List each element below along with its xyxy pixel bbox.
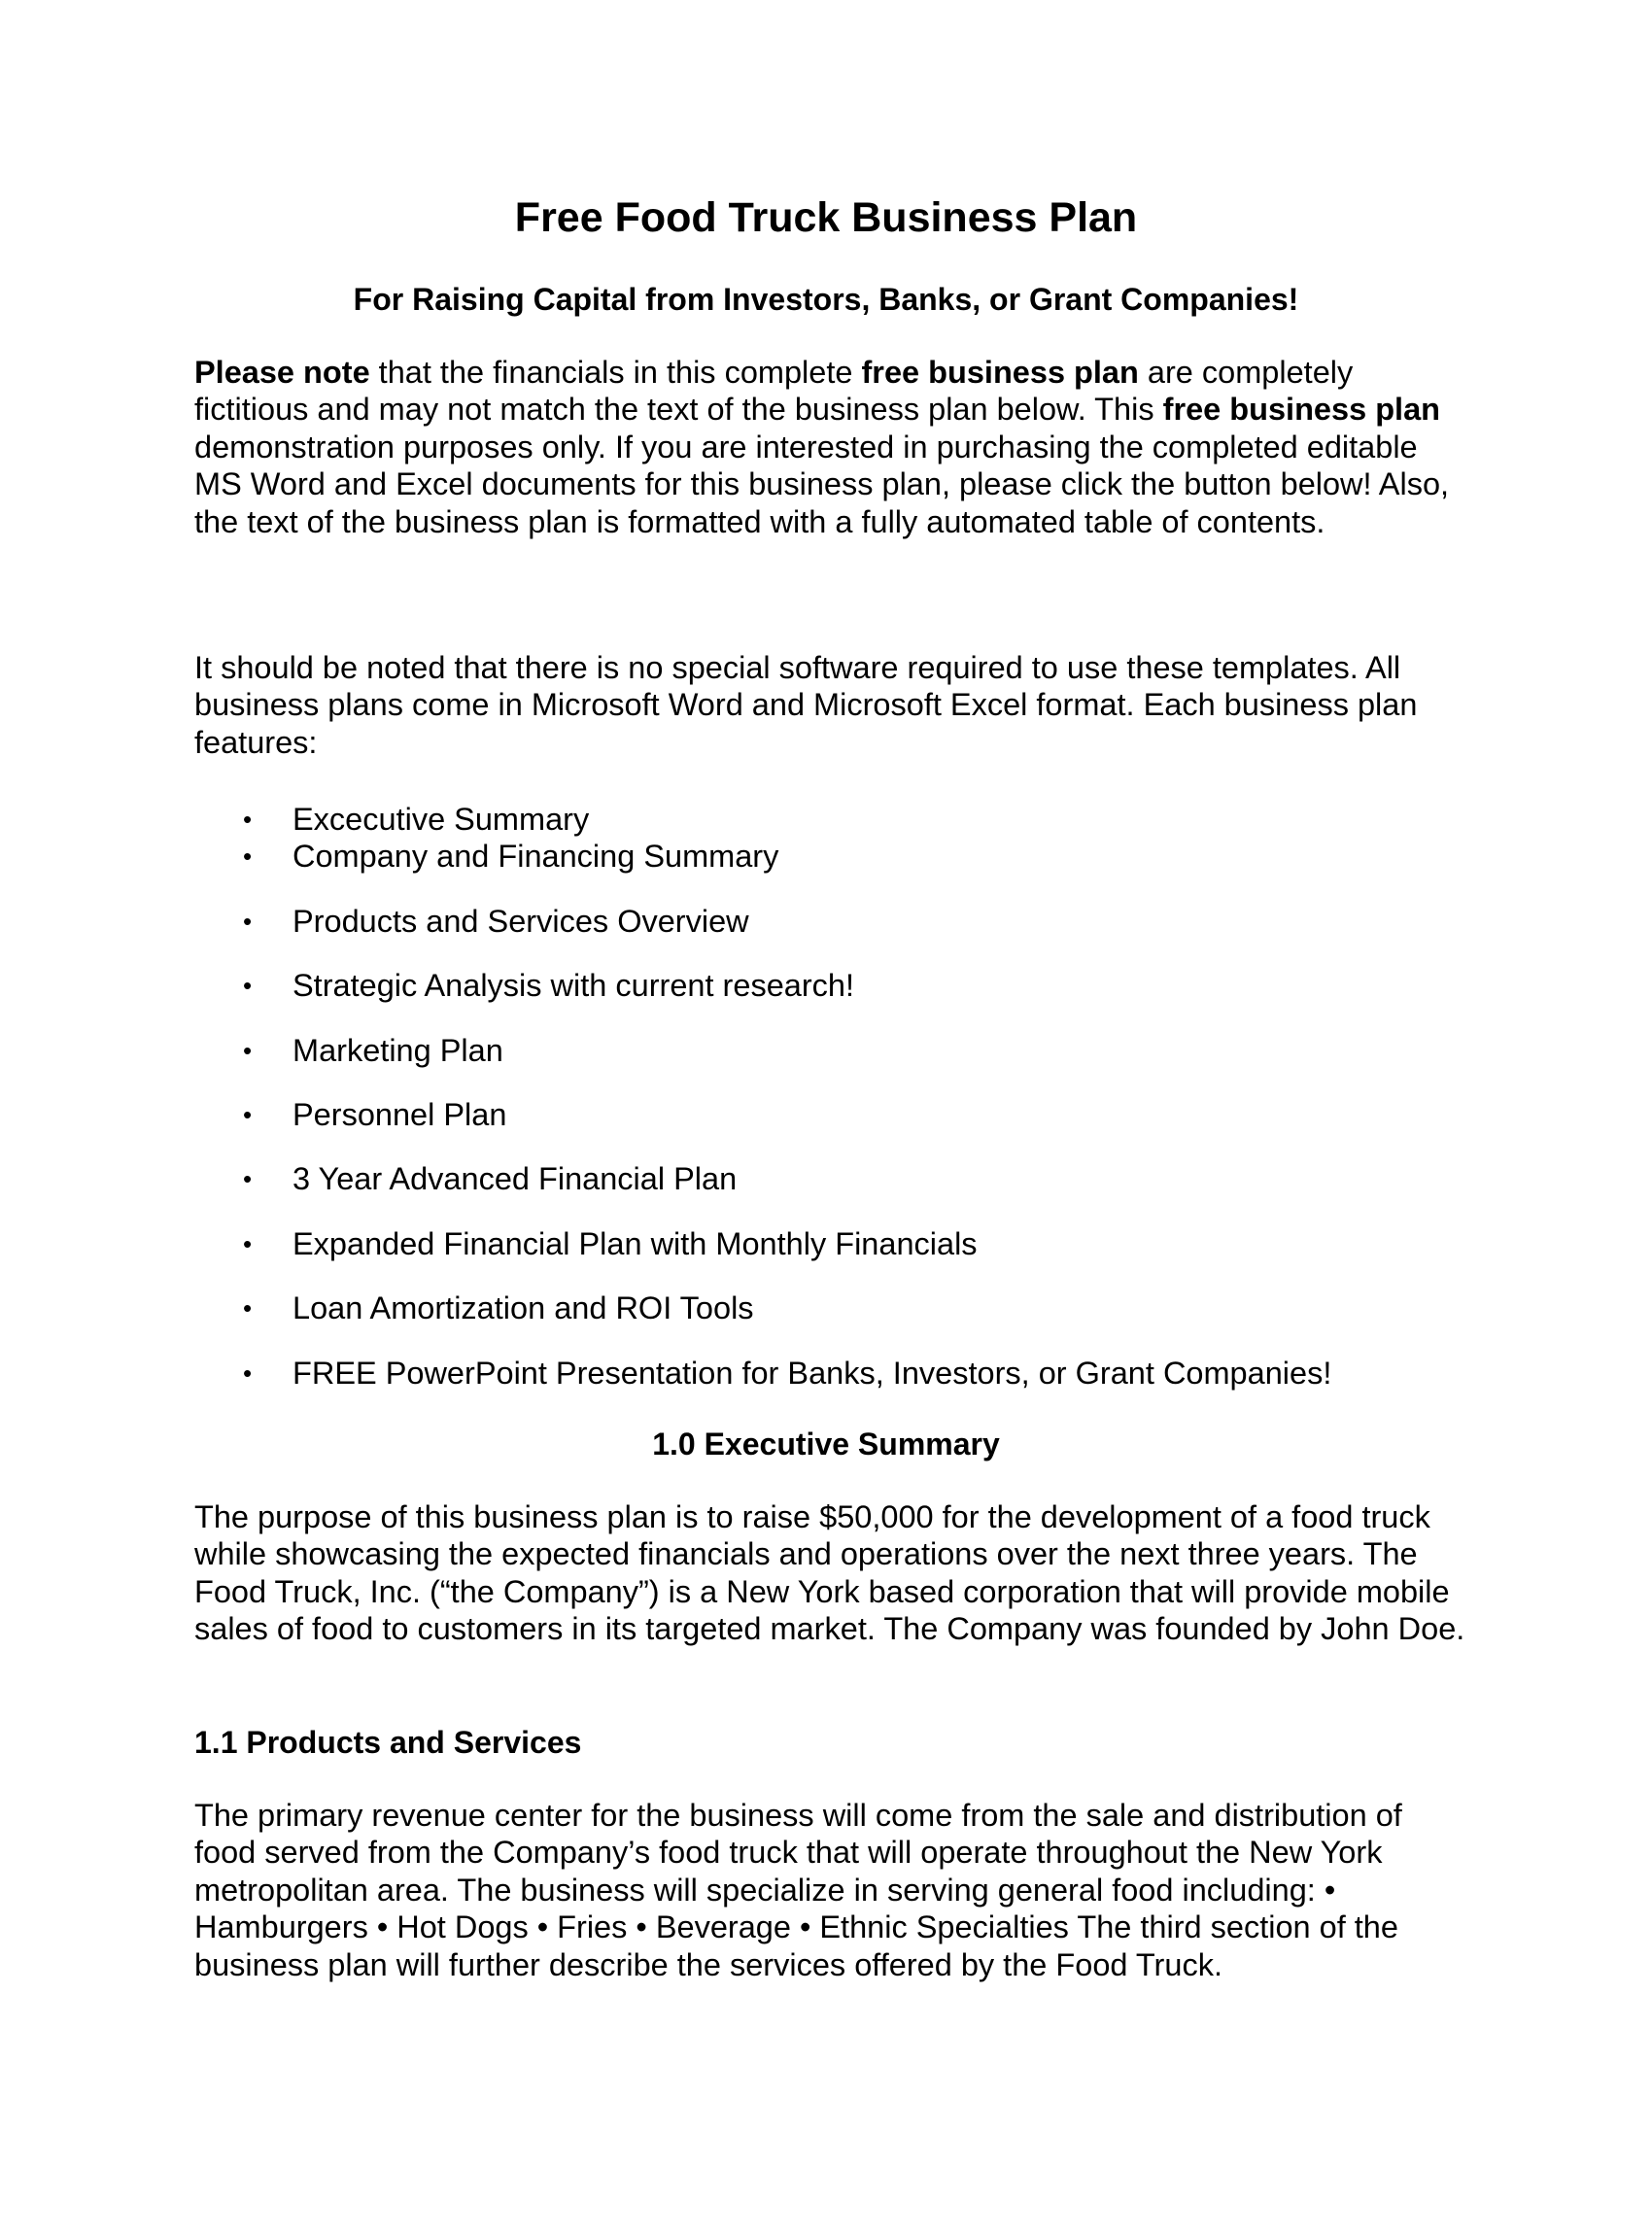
document-title: Free Food Truck Business Plan — [514, 194, 1138, 241]
list-item — [194, 1032, 1467, 1069]
list-item — [194, 903, 1467, 940]
bullet-icon: • — [243, 1164, 253, 1194]
bullet-icon: • — [243, 805, 253, 834]
executive-summary-heading: 1.0 Executive Summary — [652, 1427, 1000, 1461]
software-paragraph: It should be noted that there is no special software required to use these templates. All business plans come in Microsoft Word and Microsoft Excel format. Each business plan features: — [194, 650, 1418, 760]
feature-label: Company and Financing Summary — [293, 839, 779, 875]
bullet-icon: • — [243, 842, 253, 872]
list-item — [194, 838, 1467, 875]
bullet-icon: • — [243, 1035, 253, 1065]
feature-label: Personnel Plan — [293, 1097, 507, 1133]
products-services-paragraph: The primary revenue center for the business will come from the sale and distribution of food served from the Company’s food truck that will operate throughout the New York metropolitan area. The business will specialize in serving general food including: • Hamburgers • Hot Dogs • Fries • Beverage • Ethnic Specialties The third section of the business plan will further describe the services offered by the Food Truck. — [194, 1798, 1402, 1982]
bullet-icon: • — [243, 1228, 253, 1258]
note-bold-2: free business plan — [1162, 392, 1440, 428]
bullet-icon: • — [243, 906, 253, 936]
list-item — [194, 801, 1467, 838]
list-item — [194, 967, 1467, 1004]
feature-label: 3 Year Advanced Financial Plan — [293, 1161, 738, 1197]
executive-summary-paragraph: The purpose of this business plan is to raise $50,000 for the development of a food truck while showcasing the expected financials and operations over the next three years. The Food Truck, Inc. (“the Company”) is a New York based corporation that will provide mobile sales of food to customers in its targeted market. The Company was founded by John Doe. — [194, 1499, 1465, 1647]
products-services-heading: 1.1 Products and Services — [194, 1725, 582, 1760]
bullet-icon: • — [243, 1293, 253, 1324]
features-list — [194, 801, 1467, 1419]
feature-label: FREE PowerPoint Presentation for Banks, Investors, or Grant Companies! — [293, 1355, 1332, 1391]
feature-label: Expanded Financial Plan with Monthly Financials — [293, 1225, 978, 1261]
note-text-3: demonstration purposes only. If you are interested in purchasing the completed editable MS Word and Excel documents for this business plan, please click the button below! Also, the text of the business plan is formatted with a fully automated table of contents. — [194, 429, 1450, 539]
feature-label: Marketing Plan — [293, 1032, 503, 1068]
note-lead: Please note — [194, 355, 370, 390]
list-item — [194, 1355, 1467, 1392]
disclaimer-paragraph — [194, 354, 1467, 540]
note-text-1: that the financials in this complete — [369, 355, 862, 390]
note-bold-1: free business plan — [861, 355, 1139, 390]
note-text-2: are completely fictitious and may not match the text of the business plan below. This — [194, 355, 1354, 428]
list-item — [194, 1160, 1467, 1197]
list-item — [194, 1225, 1467, 1262]
feature-label: Loan Amortization and ROI Tools — [293, 1290, 754, 1326]
bullet-icon: • — [243, 971, 253, 1001]
bullet-icon: • — [243, 1358, 253, 1388]
document-subtitle: For Raising Capital from Investors, Banks, or Grant Companies! — [353, 282, 1299, 317]
bullet-icon: • — [243, 1100, 253, 1130]
feature-label: Products and Services Overview — [293, 903, 749, 939]
list-item — [194, 1096, 1467, 1133]
list-item — [194, 1289, 1467, 1326]
feature-label: Strategic Analysis with current research! — [293, 968, 855, 1004]
feature-label: Excecutive Summary — [293, 802, 590, 837]
